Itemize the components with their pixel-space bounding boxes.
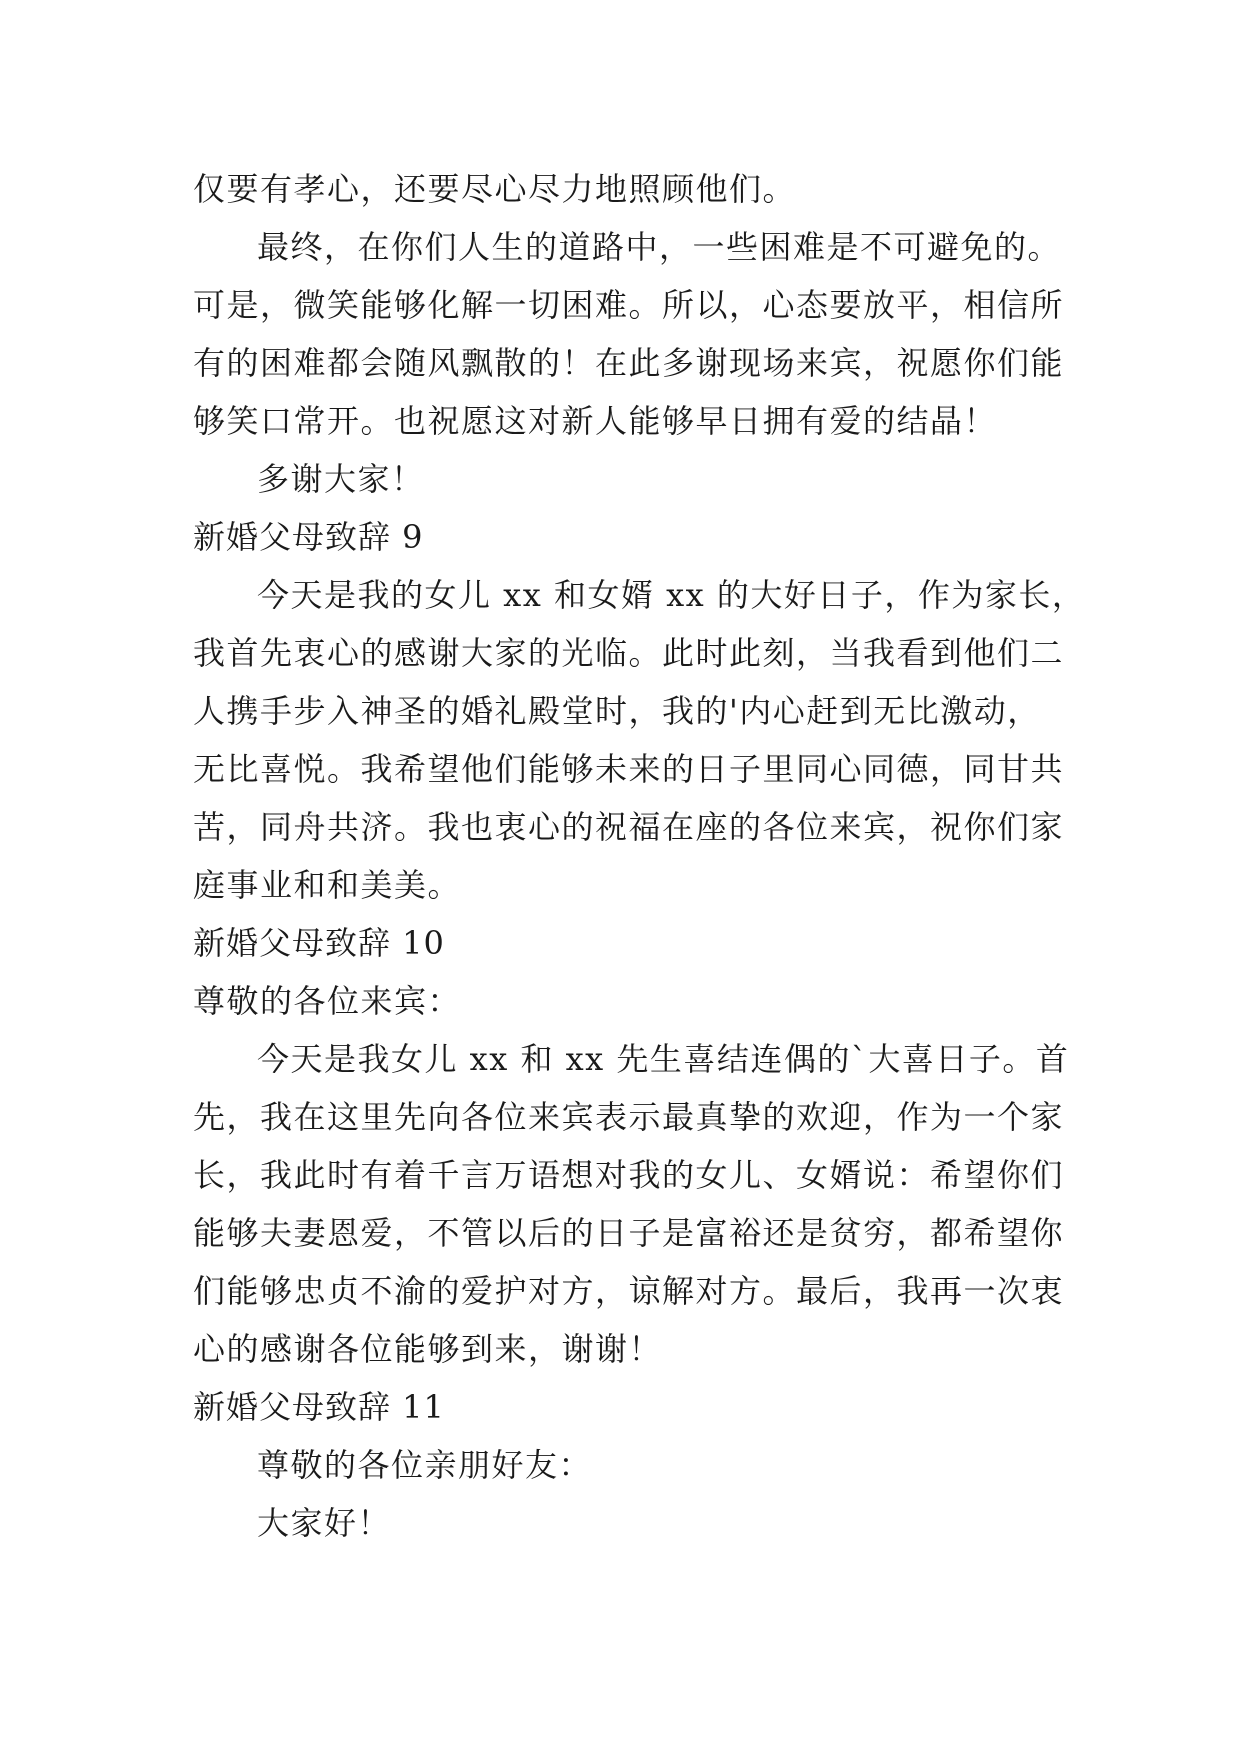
salutation-line: 尊敬的各位来宾： xyxy=(193,982,462,1020)
paragraph-line: 苦，同舟共济。我也衷心的祝福在座的各位来宾，祝你们家 xyxy=(193,808,1065,846)
paragraph-line: 心的感谢各位能够到来，谢谢！ xyxy=(193,1330,663,1368)
paragraph-line: 可是，微笑能够化解一切困难。所以，心态要放平，相信所 xyxy=(193,286,1065,324)
paragraph-line: 最终，在你们人生的道路中，一些困难是不可避免的。 xyxy=(257,228,1062,266)
paragraph-line: 们能够忠贞不渝的爱护对方，谅解对方。最后，我再一次衷 xyxy=(193,1272,1065,1310)
document-body xyxy=(193,160,1086,1552)
paragraph-line: 庭事业和和美美。 xyxy=(193,866,462,904)
section-heading: 新婚父母致辞 9 xyxy=(193,518,424,556)
paragraph-line: 先，我在这里先向各位来宾表示最真挚的欢迎，作为一个家 xyxy=(193,1098,1065,1136)
section-heading: 新婚父母致辞 11 xyxy=(193,1388,445,1426)
paragraph-line: 仅要有孝心，还要尽心尽力地照顾他们。 xyxy=(193,170,797,208)
salutation-line: 尊敬的各位亲朋好友： xyxy=(257,1446,593,1484)
paragraph-line: 多谢大家！ xyxy=(257,460,425,498)
paragraph-line: 人携手步入神圣的婚礼殿堂时，我的'内心赶到无比激动， xyxy=(193,692,1041,730)
paragraph-line: 我首先衷心的感谢大家的光临。此时此刻，当我看到他们二 xyxy=(193,634,1065,672)
paragraph-line: 长，我此时有着千言万语想对我的女儿、女婿说：希望你们 xyxy=(193,1156,1065,1194)
paragraph-line: 有的困难都会随风飘散的！在此多谢现场来宾，祝愿你们能 xyxy=(193,344,1065,382)
section-heading: 新婚父母致辞 10 xyxy=(193,924,445,962)
paragraph-line: 今天是我的女儿 xx 和女婿 xx 的大好日子，作为家长， xyxy=(257,576,1086,614)
greeting-line: 大家好！ xyxy=(257,1504,392,1542)
paragraph-line: 能够夫妻恩爱，不管以后的日子是富裕还是贫穷，都希望你 xyxy=(193,1214,1065,1252)
paragraph-line: 无比喜悦。我希望他们能够未来的日子里同心同德，同甘共 xyxy=(193,750,1065,788)
paragraph-line: 够笑口常开。也祝愿这对新人能够早日拥有爱的结晶！ xyxy=(193,402,998,440)
paragraph-line: 今天是我女儿 xx 和 xx 先生喜结连偶的`大喜日子。首 xyxy=(257,1040,1070,1078)
